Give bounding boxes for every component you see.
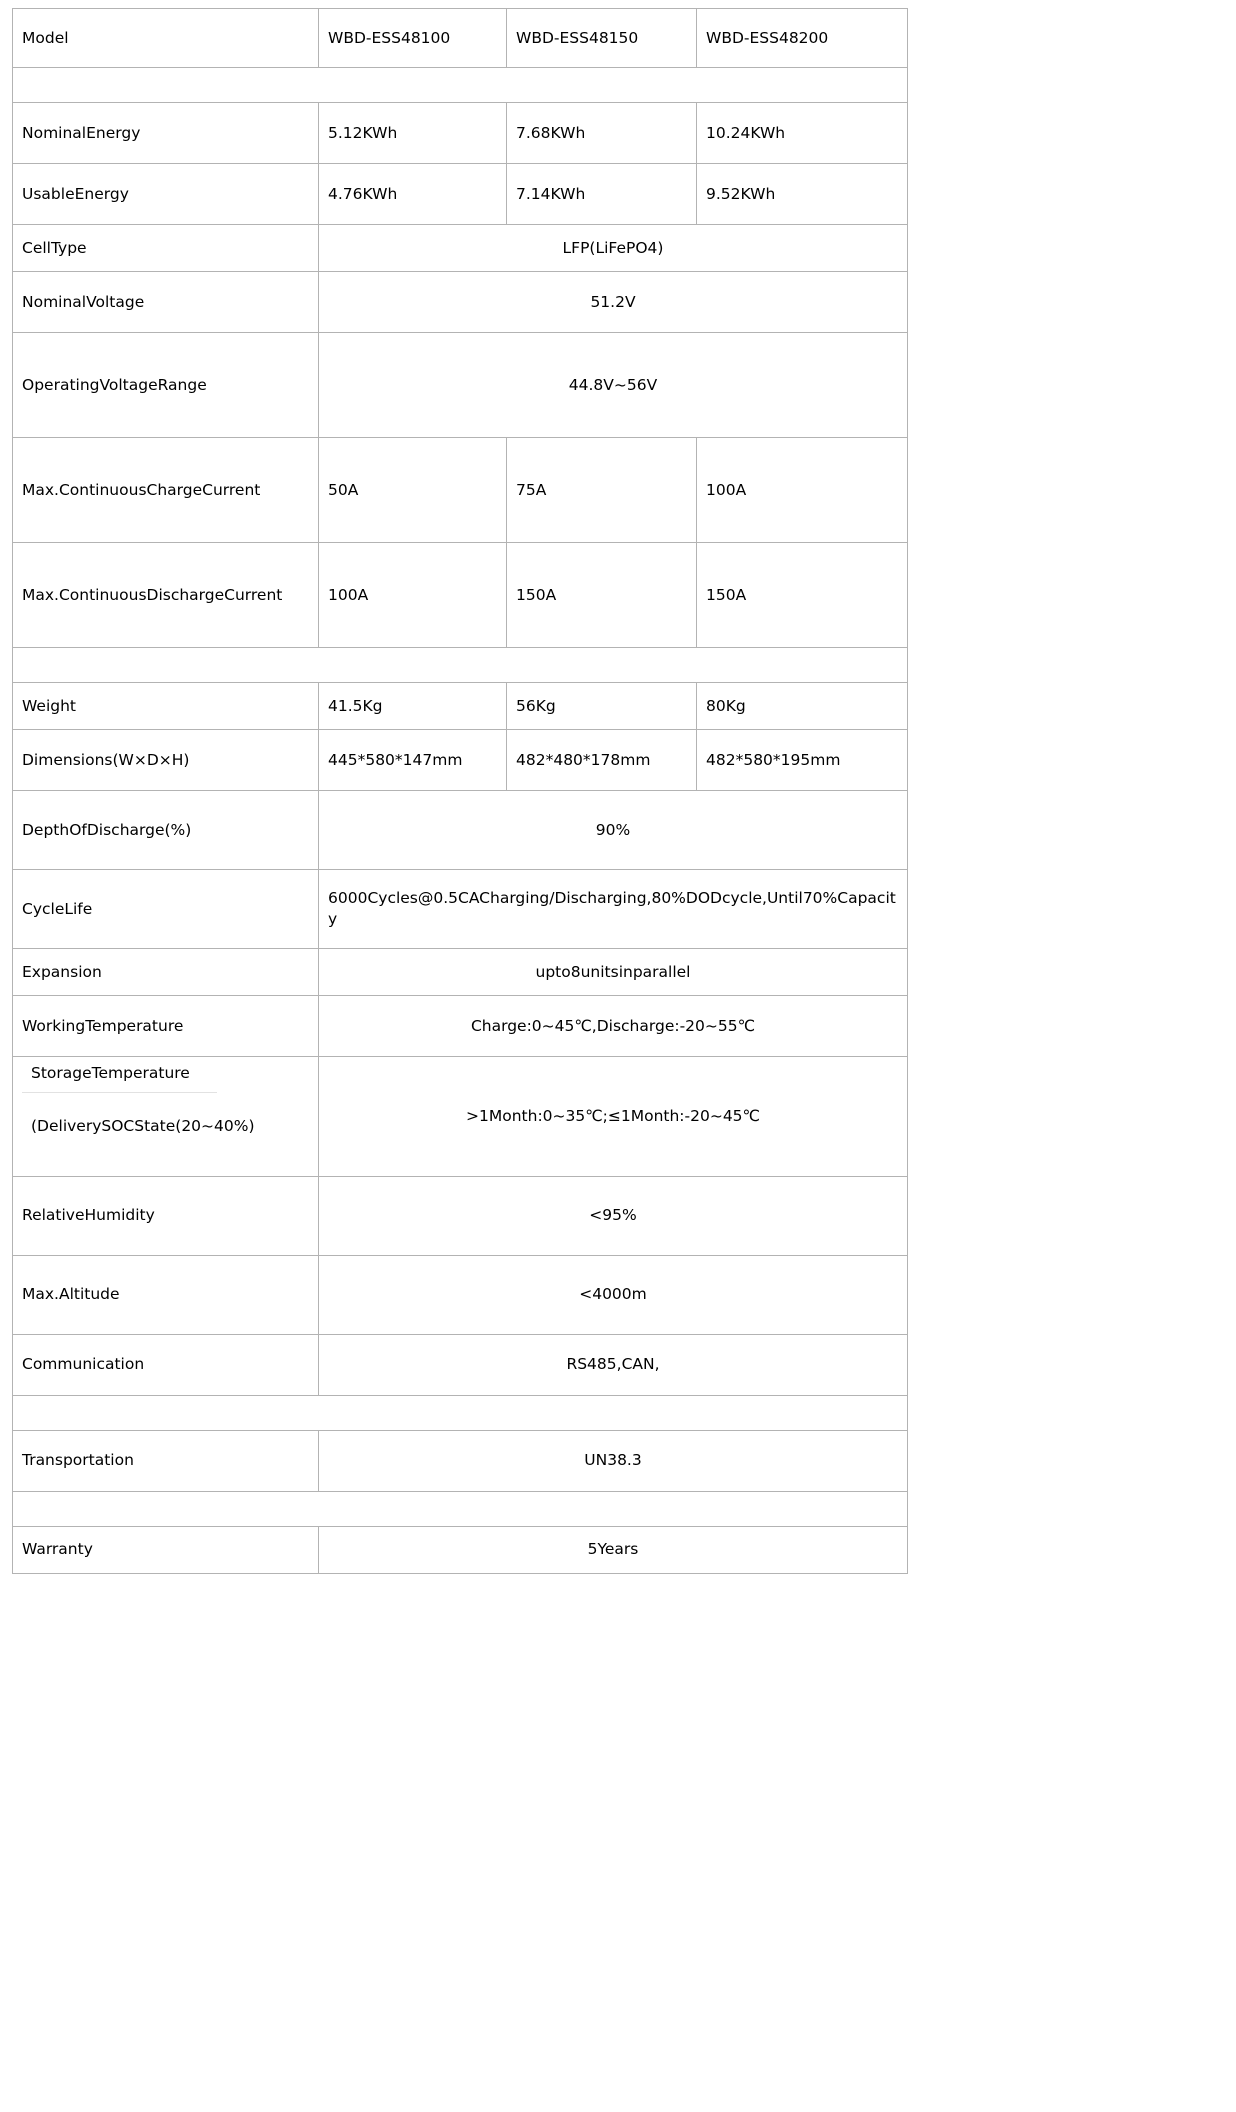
row-label-working-temperature: WorkingTemperature [13,996,319,1057]
value-cell-merged: 5Years [319,1526,908,1573]
row-label-weight: Weight [13,683,319,730]
value-cell: 75A [507,438,697,543]
row-label-max-continuous-charge-current: Max.ContinuousChargeCurrent [13,438,319,543]
table-row [13,1526,908,1573]
value-cell: 41.5Kg [319,683,507,730]
value-cell-merged: RS485,CAN, [319,1334,908,1395]
value-cell: 56Kg [507,683,697,730]
row-label-depth-of-discharge: DepthOfDischarge(%) [13,791,319,870]
table-row [13,870,908,949]
row-label-communication: Communication [13,1334,319,1395]
table-row [13,272,908,333]
value-cell: 10.24KWh [697,103,908,164]
value-cell-merged: upto8unitsinparallel [319,949,908,996]
table-row-model [13,9,908,68]
row-label-warranty: Warranty [13,1526,319,1573]
value-cell-merged: 44.8V~56V [319,333,908,438]
value-cell-merged: 51.2V [319,272,908,333]
row-label-model: Model [13,9,319,68]
row-label-storage-temperature-spacer [199,1054,217,1093]
row-label-storage-temperature-block [13,1057,319,1177]
section-header-row-certification [13,1395,908,1430]
value-cell-merged: Charge:0~45℃,Discharge:-20~55℃ [319,996,908,1057]
row-label-cycle-life: CycleLife [13,870,319,949]
value-cell: 7.14KWh [507,164,697,225]
model-cell-1: WBD-ESS48100 [319,9,507,68]
row-label-nominal-energy: NominalEnergy [13,103,319,164]
value-cell-merged: <95% [319,1176,908,1255]
table-row [13,543,908,648]
table-row [13,1176,908,1255]
section-header-row-warranty [13,1491,908,1526]
section-title-certification: Certification [13,1395,908,1430]
battery-specification-table [12,8,908,1574]
row-label-expansion: Expansion [13,949,319,996]
section-header-row-generaldata [13,648,908,683]
row-label-operating-voltage-range: OperatingVoltageRange [13,333,319,438]
section-title-warranty: Warranty [13,1491,908,1526]
value-cell: 100A [697,438,908,543]
value-cell: 150A [507,543,697,648]
row-label-usable-energy: UsableEnergy [13,164,319,225]
table-row [13,1334,908,1395]
model-cell-3: WBD-ESS48200 [697,9,908,68]
row-label-nominal-voltage: NominalVoltage [13,272,319,333]
table-row [13,683,908,730]
value-cell-merged: <4000m [319,1255,908,1334]
table-row [13,730,908,791]
row-label-max-altitude: Max.Altitude [13,1255,319,1334]
table-row [13,225,908,272]
table-row [13,949,908,996]
value-cell: 150A [697,543,908,648]
table-row [13,1255,908,1334]
value-cell: 5.12KWh [319,103,507,164]
value-cell: 100A [319,543,507,648]
value-cell-merged: 90% [319,791,908,870]
value-cell: 4.76KWh [319,164,507,225]
section-title-electricdata: ElectricData [13,68,908,103]
value-cell: 445*580*147mm [319,730,507,791]
section-header-row-electricdata [13,68,908,103]
row-label-storage-temperature: StorageTemperature [22,1054,199,1093]
value-cell: 7.68KWh [507,103,697,164]
row-label-relative-humidity: RelativeHumidity [13,1176,319,1255]
value-cell: 482*580*195mm [697,730,908,791]
value-cell-merged: UN38.3 [319,1430,908,1491]
section-title-generaldata: GeneralData [13,648,908,683]
table-row [13,791,908,870]
model-cell-2: WBD-ESS48150 [507,9,697,68]
table-row [13,1430,908,1491]
value-cell-merged: LFP(LiFePO4) [319,225,908,272]
value-cell-merged-storage-temperature: >1Month:0~35℃;≤1Month:-20~45℃ [319,1057,908,1177]
table-row [13,438,908,543]
row-label-delivery-soc-state: (DeliverySOCState(20~40%) [31,1117,255,1136]
table-row [13,996,908,1057]
value-cell: 9.52KWh [697,164,908,225]
row-label-transportation: Transportation [13,1430,319,1491]
table-row [13,333,908,438]
value-cell: 50A [319,438,507,543]
table-row [13,103,908,164]
value-cell-merged: 6000Cycles@0.5CACharging/Discharging,80%DODcycle,Until70%Capacity [319,870,908,949]
row-label-max-continuous-discharge-current: Max.ContinuousDischargeCurrent [13,543,319,648]
row-label-cell-type: CellType [13,225,319,272]
table-row-storage-temperature [13,1057,908,1177]
value-cell: 80Kg [697,683,908,730]
table-row [13,164,908,225]
value-cell: 482*480*178mm [507,730,697,791]
row-label-dimensions: Dimensions(W×D×H) [13,730,319,791]
